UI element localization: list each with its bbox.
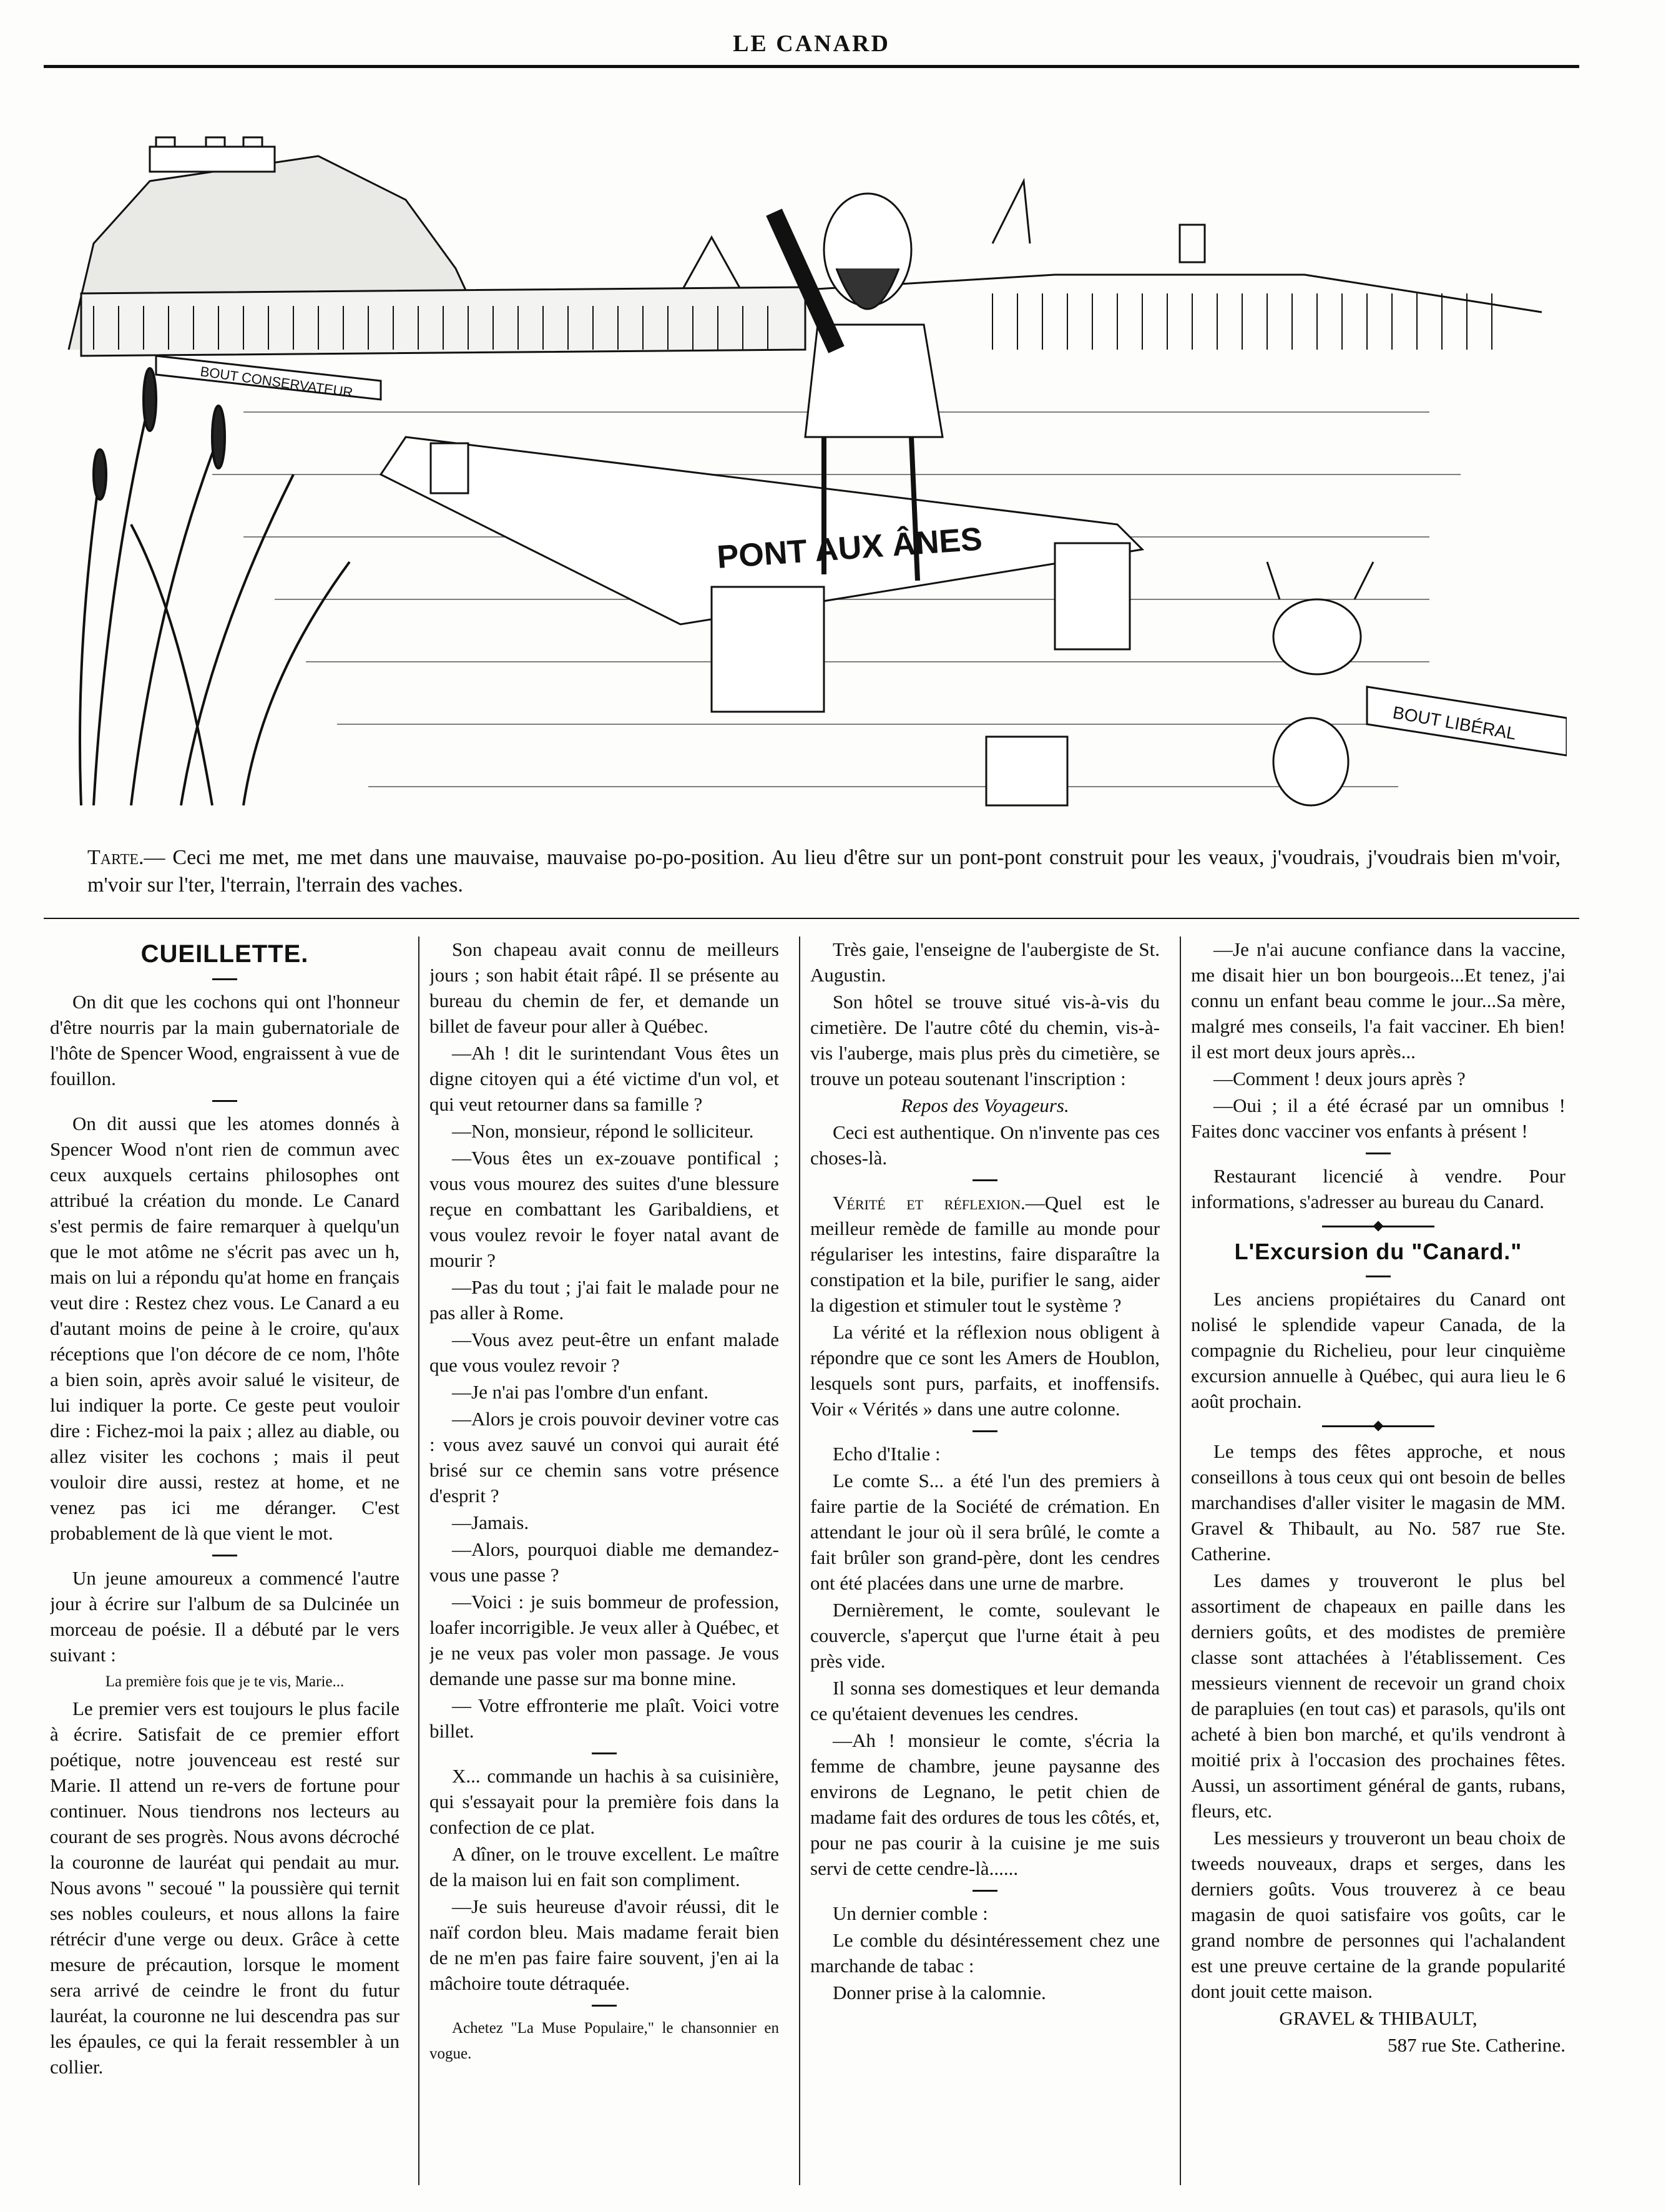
paragraph: —Alors je crois pouvoir deviner votre cas : vous avez sauvé un convoi qui aurait été brisé sur ce chemin sans votre présence d'esprit ?: [429, 1408, 779, 1507]
paragraph: Un dernier comble :: [833, 1902, 988, 1924]
divider: [212, 978, 237, 980]
ornament-divider: [1322, 1425, 1434, 1427]
paragraph: Donner prise à la calomnie.: [833, 1982, 1046, 2003]
paragraph: Son hôtel se trouve situé vis-à-vis du cimetière. De l'autre côté du chemin, vis-à-vis l'auberge, mais plus près du cimetière, se trouve un poteau soutenant l'inscription :: [810, 991, 1160, 1089]
paragraph-text: —Quel est le meilleur remède de famille au monde pour régulariser les intestins, faire disparaître la constipation et la bile, purifier le sang, aider la digestion et stimuler tout le système ?: [810, 1192, 1160, 1316]
cartoon-illustration: [56, 87, 1567, 824]
paragraph: Les anciens propiétaires du Canard ont nolisé le splendide vapeur Canada, de la compagnie du Richelieu, pour leur cinquième excursion annuelle à Québec, qui aura lieu le 6 août prochain.: [1191, 1288, 1566, 1412]
excursion-title: L'Excursion du "Canard.": [1234, 1239, 1522, 1264]
paragraph: —Pas du tout ; j'ai fait le malade pour ne pas aller à Rome.: [429, 1276, 779, 1324]
bout-liberal-label: BOUT LIBÉRAL: [1391, 702, 1518, 744]
paragraph: Très gaie, l'enseigne de l'aubergiste de St. Augustin.: [810, 938, 1160, 986]
top-rule: [44, 65, 1579, 68]
divider: [592, 2005, 617, 2007]
divider: [212, 1100, 237, 1102]
paragraph: Le comte S... a été l'un des premiers à faire partie de la Société de crémation. En attendant le jour où il sera brûlé, le comte a fait brûler son grand-père, dont les cendres ont été placées dans une urne de marbre.: [810, 1470, 1160, 1594]
paragraph: Les dames y trouveront le plus bel assortiment de chapeaux en paille dans les derniers goûts, et des modistes de première classe sont attachées à l'établissement. Ces messieurs viennent de recevoir un grand choix de parapluies (en tout cas) et parasols, qu'ils ont acheté à bien bon marché, et qu'ils vendront à moitié prix à l'occasion des prochaines fêtes. Aussi, un assortiment général de gants, rubans, fleurs, etc.: [1191, 1570, 1566, 1822]
divider: [212, 1555, 237, 1556]
illustration-caption: [87, 844, 1561, 899]
paragraph: On dit que les cochons qui ont l'honneur d'être nourris par la main gubernatoriale de l'hôte de Spencer Wood, engraissent à vue de fouillon.: [50, 991, 399, 1089]
lead-in: Vérité et réflexion.: [833, 1192, 1026, 1214]
paragraph: —Alors, pourquoi diable me demandez-vous une passe ?: [429, 1538, 779, 1586]
column-divider: [799, 936, 800, 2185]
paragraph: [810, 1190, 1160, 1318]
divider: [592, 1752, 617, 1754]
paragraph: —Vous êtes un ex-zouave pontifical ; vous vous mourez des suites d'une blessure reçue en combattant les Garibaldiens, et vous voulez revoir le foyer natal avant de mourir ?: [429, 1147, 779, 1271]
paragraph: Echo d'Italie :: [833, 1443, 941, 1465]
paragraph: Son chapeau avait connu de meilleurs jours ; son habit était râpé. Il se présente au bureau du chemin de fer, et demande un billet de faveur pour aller à Québec.: [429, 938, 779, 1037]
bout-conservateur-label: BOUT CONSERVATEUR: [199, 363, 354, 401]
column-3: [810, 936, 1160, 2191]
paragraph: X... commande un hachis à sa cuisinière, qui s'essayait pour la première fois dans la confection de ce plat.: [429, 1765, 779, 1838]
paragraph: Les messieurs y trouveront un beau choix de tweeds nouveaux, draps et serges, dans les derniers goûts. Vous trouverez à ce beau magasin de quoi satisfaire vos goûts, car le grand nombre de personnes qui l'achalandent est une preuve certaine de la grande popularité dont jouit cette maison.: [1191, 1827, 1566, 2002]
verse-line: La première fois que je te vis, Marie...: [105, 1673, 345, 1690]
caption-speaker: Tarte.: [87, 846, 144, 869]
paragraph: —Je n'ai aucune confiance dans la vaccine, me disait hier un bon bourgeois...Et tenez, j'ai connu un enfant beau comme le jour...Sa mère, malgré mes conseils, l'a fait vacciner. Eh bien! il est mort deux jours après...: [1191, 938, 1566, 1063]
paragraph: —Je suis heureuse d'avoir réussi, dit le naïf cordon bleu. Mais madame ferait bien de ne m'en pas faire faire souvent, j'en ai la mâchoire toute détraquée.: [429, 1895, 779, 1994]
paragraph: —Jamais.: [452, 1512, 529, 1533]
reeds-icon: [80, 368, 350, 805]
advertisement: Achetez "La Muse Populaire," le chansonnier en vogue.: [429, 2020, 779, 2062]
paragraph: —Ah ! monsieur le comte, s'écria la femme de chambre, jeune paysanne des environs de Legnano, le petit chien de madame fait des ordures de tous les côtés, et, pour ne pas courir à la cuisine je me suis servi de cette cendre-là......: [810, 1729, 1160, 1879]
divider: [973, 1430, 997, 1432]
paragraph: —Ah ! dit le surintendant Vous êtes un digne citoyen qui a été victime d'un vol, et qui veut retourner dans sa famille ?: [429, 1042, 779, 1115]
caption-text: — Ceci me met, me met dans une mauvaise, mauvaise po-po-position. Au lieu d'être sur un pont-pont construit pour les veaux, j'voudrais, j'voudrais bien m'voir, m'voir sur l'ter, l'terrain, l'terrain des vaches.: [87, 846, 1561, 897]
paragraph: Le temps des fêtes approche, et nous conseillons à tous ceux qui ont besoin de belles marchandises d'aller visiter le magasin de MM. Gravel & Thibault, au No. 587 rue Ste. Catherine.: [1191, 1440, 1566, 1565]
divider: [1366, 1276, 1391, 1277]
column-4: [1191, 936, 1566, 2191]
paragraph: A dîner, on le trouve excellent. Le maître de la maison lui en fait son compliment.: [429, 1843, 779, 1890]
column-2: [429, 936, 779, 2191]
paragraph: Ceci est authentique. On n'invente pas ces choses-là.: [810, 1121, 1160, 1169]
column-divider: [1180, 936, 1181, 2185]
inscription: Repos des Voyageurs.: [901, 1094, 1069, 1116]
column-divider: [418, 936, 419, 2185]
paragraph: —Comment ! deux jours après ?: [1213, 1068, 1466, 1089]
paragraph: —Je n'ai pas l'ombre d'un enfant.: [452, 1381, 709, 1403]
paragraph: —Oui ; il a été écrasé par un omnibus ! Faites donc vacciner vos enfants à présent !: [1191, 1094, 1566, 1142]
pont-aux-anes-label: PONT AUX ÂNES: [715, 521, 984, 576]
cueillette-title: CUEILLETTE.: [140, 940, 309, 968]
divider: [973, 1179, 997, 1181]
signature-address: 587 rue Ste. Catherine.: [1388, 2034, 1566, 2056]
section-rule: [44, 918, 1579, 919]
paragraph: —Vous avez peut-être un enfant malade que vous voulez revoir ?: [429, 1329, 779, 1376]
ornament-divider: [1322, 1226, 1434, 1227]
signature-name: GRAVEL & THIBAULT,: [1279, 2007, 1477, 2029]
paragraph: — Votre effronterie me plaît. Voici votre billet.: [429, 1694, 779, 1742]
paragraph: Dernièrement, le comte, soulevant le couvercle, s'aperçut que l'urne était à peu près vide.: [810, 1599, 1160, 1672]
divider: [1366, 1153, 1391, 1154]
paragraph: —Non, monsieur, répond le solliciteur.: [452, 1120, 754, 1142]
paragraph: Restaurant licencié à vendre. Pour informations, s'adresser au bureau du Canard.: [1191, 1165, 1566, 1212]
masthead: LE CANARD: [733, 31, 890, 57]
paragraph: Le comble du désintéressement chez une marchande de tabac :: [810, 1929, 1160, 1977]
paragraph: —Voici : je suis bommeur de profession, loafer incorrigible. Je veux aller à Québec, et je ne veux pas voler mon passage. Je vous demande une passe sur ma bonne mine.: [429, 1591, 779, 1689]
divider: [973, 1890, 997, 1892]
paragraph: Un jeune amoureux a commencé l'autre jour à écrire sur l'album de sa Dulcinée un morceau de poésie. Il a débuté par le vers suivant :: [50, 1567, 399, 1666]
frog-icon: [1267, 562, 1373, 805]
paragraph: On dit aussi que les atomes donnés à Spencer Wood n'ont rien de commun avec ceux auxquels certains philosophes ont attribué la création du monde. Le Canard s'est permis de faire remarquer à quelqu'un que le mot atôme ne s'écrit pas avec un h, mais on lui a répondu qu'at home en français veut dire : Restez chez vous. Le Canard a eu d'autant moins de peine à le croire, qu'aux réceptions que l'on décore de ce nom, l'hôte a bien soin, après avoir salué le visiteur, de lui indiquer la porte. Ce geste peut vouloir dire : Fichez-moi la paix ; allez au diable, ou allez visiter les cochons ; mais il peut vouloir dire aussi, restez at home, et ne venez pas ici me déranger. C'est probablement de là que vient le mot.: [50, 1113, 399, 1544]
paragraph: La vérité et la réflexion nous obligent à répondre que ce sont les Amers de Houblon, lesquels sont purs, parfaits, et inoffensifs. Voir « Vérités » dans une autre colonne.: [810, 1321, 1160, 1420]
paragraph: Il sonna ses domestiques et leur demanda ce qu'étaient devenues les cendres.: [810, 1677, 1160, 1724]
column-1: [50, 936, 399, 2191]
bridge-illustration: [381, 437, 1142, 712]
paragraph: Le premier vers est toujours le plus facile à écrire. Satisfait de ce premier effort poétique, notre jouvenceau est resté sur Marie. Il attend un re-vers de fortune pour continuer. Nous tiendrons nos lecteurs au courant de ses progrès. Nous avons décroché la couronne de lauréat qui pendait au mur. Nous avons " secoué " la poussière qui ternit ses nobles couleurs, et nous allons la faire rétrécir d'une verge ou deux. Grâce à cette mesure de précaution, lorsque le moment sera arrivé de ceindre le front du futur lauréat, la couronne ne lui descendra pas sur les épaules, ce qui la ferait ressembler à un collier.: [50, 1698, 399, 2078]
